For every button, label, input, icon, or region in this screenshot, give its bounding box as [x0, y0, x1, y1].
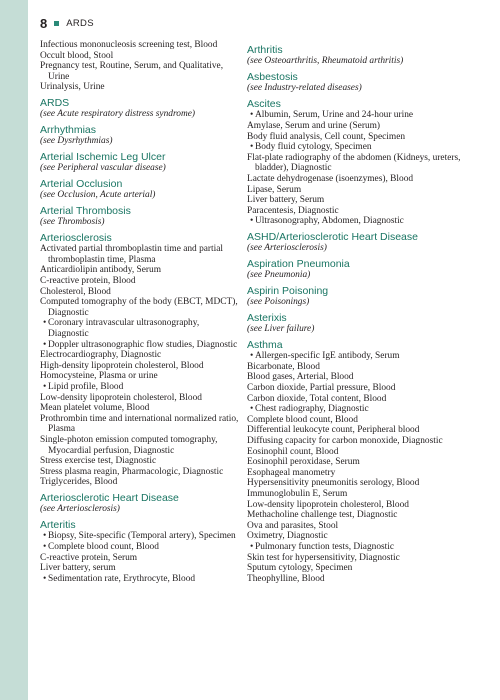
section-heading: Arteriosclerosis — [40, 232, 112, 245]
header-square-bullet — [54, 21, 59, 26]
section-arterial-thrombosis — [40, 205, 240, 228]
section-arthritis — [247, 44, 467, 67]
test-entry: Oximetry, Diagnostic — [247, 531, 328, 542]
page-side-band — [0, 0, 28, 700]
section-heading: Asbestosis — [247, 71, 298, 84]
right-column — [247, 40, 467, 584]
test-entry: Low-density lipoprotein cholesterol, Blood — [247, 499, 409, 510]
see-reference: (see Industry-related diseases) — [247, 83, 362, 94]
test-entry: Prothrombin time and international normalized ratio, Plasma — [40, 413, 239, 435]
section-heading: Arterial Thrombosis — [40, 205, 131, 218]
test-entry: Computed tomography of the body (EBCT, MDCT), Diagnostic — [40, 297, 238, 318]
continued-entry: Occult blood, Stool — [40, 50, 114, 61]
section-aspiration-pneumonia — [247, 258, 467, 281]
continued-entry: Infectious mononucleosis screening test, Blood — [40, 40, 218, 50]
section-heading: ASHD/Arteriosclerotic Heart Disease — [247, 231, 418, 244]
test-entry: Liver battery, Serum — [247, 195, 325, 206]
section-asterixis — [247, 312, 467, 335]
test-entry: Hypersensitivity pneumonitis serology, Blood — [247, 478, 420, 489]
test-entry: Activated partial thromboplastin time and partial thromboplastin time, Plasma — [40, 244, 224, 265]
test-entry: Blood gases, Arterial, Blood — [247, 372, 354, 383]
section-heading: Arteriosclerotic Heart Disease — [40, 492, 179, 505]
see-reference: (see Thrombosis) — [40, 217, 105, 228]
section-heading: Arterial Ischemic Leg Ulcer — [40, 151, 166, 164]
test-entry: Methacholine challenge test, Diagnostic — [247, 510, 398, 521]
section-heading: Asterixis — [247, 312, 287, 325]
see-reference: (see Osteoarthritis, Rheumatoid arthritis) — [247, 56, 404, 67]
see-reference: (see Peripheral vascular disease) — [40, 163, 166, 174]
test-entry: Complete blood count, Blood — [247, 414, 358, 425]
see-reference: (see Acute respiratory distress syndrome) — [40, 109, 196, 120]
test-entry: Ova and parasites, Stool — [247, 520, 339, 531]
bulleted-test-entry: • Biopsy, Site-specific (Temporal artery), Specimen — [40, 531, 240, 542]
test-entry: Mean platelet volume, Blood — [40, 403, 150, 414]
continued-entry: Pregnancy test, Routine, Serum, and Qualitative, Urine — [40, 61, 224, 82]
section-aspirin-poisoning — [247, 285, 467, 308]
section-heading: Arrhythmias — [40, 124, 97, 137]
continued-entry: Urinalysis, Urine — [40, 82, 105, 93]
test-entry: Immunoglobulin E, Serum — [247, 488, 348, 499]
bulleted-test-entry: • Allergen-specific IgE antibody, Serum — [247, 351, 467, 362]
test-entry: Diffusing capacity for carbon monoxide, Diagnostic — [247, 435, 443, 446]
see-reference: (see Liver failure) — [247, 324, 315, 335]
test-entry: Anticardiolipin antibody, Serum — [40, 265, 161, 276]
test-entry: Eosinophil peroxidase, Serum — [247, 457, 360, 468]
test-entry: Esophageal manometry — [247, 467, 336, 478]
test-entry: Electrocardiography, Diagnostic — [40, 350, 162, 361]
section-heading: Ascites — [247, 98, 281, 111]
see-reference: (see Pneumonia) — [247, 270, 311, 281]
bulleted-test-entry: • Doppler ultrasonographic flow studies, Diagnostic — [40, 340, 240, 351]
test-entry: Paracentesis, Diagnostic — [247, 205, 339, 216]
section-heading: Asthma — [247, 339, 283, 352]
bulleted-test-entry: • Complete blood count, Blood — [40, 542, 240, 553]
test-entry: Stress exercise test, Diagnostic — [40, 456, 157, 467]
test-entry: Homocysteine, Plasma or urine — [40, 371, 158, 382]
section-arteriosclerosis — [40, 232, 240, 488]
bulleted-test-entry: • Ultrasonography, Abdomen, Diagnostic — [247, 216, 467, 227]
page-header — [40, 16, 94, 31]
test-entry: C-reactive protein, Serum — [40, 552, 138, 563]
test-entry: Theophylline, Blood — [247, 573, 325, 584]
bulleted-test-entry: • Pulmonary function tests, Diagnostic — [247, 542, 467, 553]
section-asbestosis — [247, 71, 467, 94]
test-entry: Differential leukocyte count, Peripheral blood — [247, 425, 420, 436]
section-heading: Arteritis — [40, 519, 76, 532]
bulleted-test-entry: • Lipid profile, Blood — [40, 382, 240, 393]
see-reference: (see Arteriosclerosis) — [40, 504, 120, 515]
section-ascites — [247, 98, 467, 227]
test-entry: Carbon dioxide, Partial pressure, Blood — [247, 383, 396, 393]
test-entry: Carbon dioxide, Total content, Blood — [247, 393, 387, 404]
section-ards — [40, 97, 240, 120]
section-arteritis — [40, 519, 240, 584]
running-head: ARDS — [66, 18, 94, 29]
section-arteriosclerotic-heart-disease — [40, 492, 240, 515]
section-arterial-occlusion — [40, 178, 240, 201]
bulleted-test-entry: • Chest radiography, Diagnostic — [247, 404, 467, 415]
test-entry: Bicarbonate, Blood — [247, 361, 320, 372]
see-reference: (see Arteriosclerosis) — [247, 243, 327, 254]
see-reference: (see Occlusion, Acute arterial) — [40, 190, 156, 201]
bulleted-test-entry: • Body fluid cytology, Specimen — [247, 142, 467, 153]
section-heading: Arthritis — [247, 44, 283, 57]
test-entry: Flat-plate radiography of the abdomen (Kidneys, ureters, bladder), Diagnostic — [247, 152, 461, 174]
test-entry: Low-density lipoprotein cholesterol, Blood — [40, 392, 202, 403]
see-reference: (see Poisonings) — [247, 297, 310, 308]
test-entry: C-reactive protein, Blood — [40, 276, 136, 287]
section-heading: Aspirin Poisoning — [247, 285, 329, 298]
page-number: 8 — [40, 16, 48, 31]
left-column — [40, 40, 240, 584]
test-entry: Amylase, Serum and urine (Serum) — [247, 120, 381, 131]
section-arrhythmias — [40, 124, 240, 147]
test-entry: Single-photon emission computed tomography, Myocardial perfusion, Diagnostic — [40, 434, 218, 456]
bulleted-test-entry: • Albumin, Serum, Urine and 24-hour urine — [247, 110, 467, 121]
test-entry: Lactate dehydrogenase (isoenzymes), Blood — [247, 173, 414, 184]
bulleted-test-entry: • Sedimentation rate, Erythrocyte, Blood — [40, 574, 240, 585]
test-entry: High-density lipoprotein cholesterol, Blood — [40, 360, 204, 371]
test-entry: Sputum cytology, Specimen — [247, 563, 353, 574]
section-heading: Arterial Occlusion — [40, 178, 123, 191]
test-entry: Liver battery, serum — [40, 563, 116, 574]
section-ashd-arteriosclerotic-heart-disease — [247, 231, 467, 254]
section-arterial-ischemic-leg-ulcer — [40, 151, 240, 174]
see-reference: (see Dysrhythmias) — [40, 136, 113, 147]
section-heading: Aspiration Pneumonia — [247, 258, 350, 271]
section-heading: ARDS — [40, 97, 70, 110]
test-entry: Skin test for hypersensitivity, Diagnostic — [247, 552, 400, 563]
test-entry: Triglycerides, Blood — [40, 477, 118, 488]
section-asthma — [247, 339, 467, 584]
bulleted-test-entry: • Coronary intravascular ultrasonography, Diagnostic — [40, 318, 240, 339]
test-entry: Cholesterol, Blood — [40, 286, 111, 297]
test-entry: Lipase, Serum — [247, 184, 302, 195]
test-entry: Eosinophil count, Blood — [247, 446, 339, 457]
test-entry: Stress plasma reagin, Pharmacologic, Diagnostic — [40, 466, 224, 477]
test-entry: Body fluid analysis, Cell count, Specimen — [247, 131, 406, 142]
